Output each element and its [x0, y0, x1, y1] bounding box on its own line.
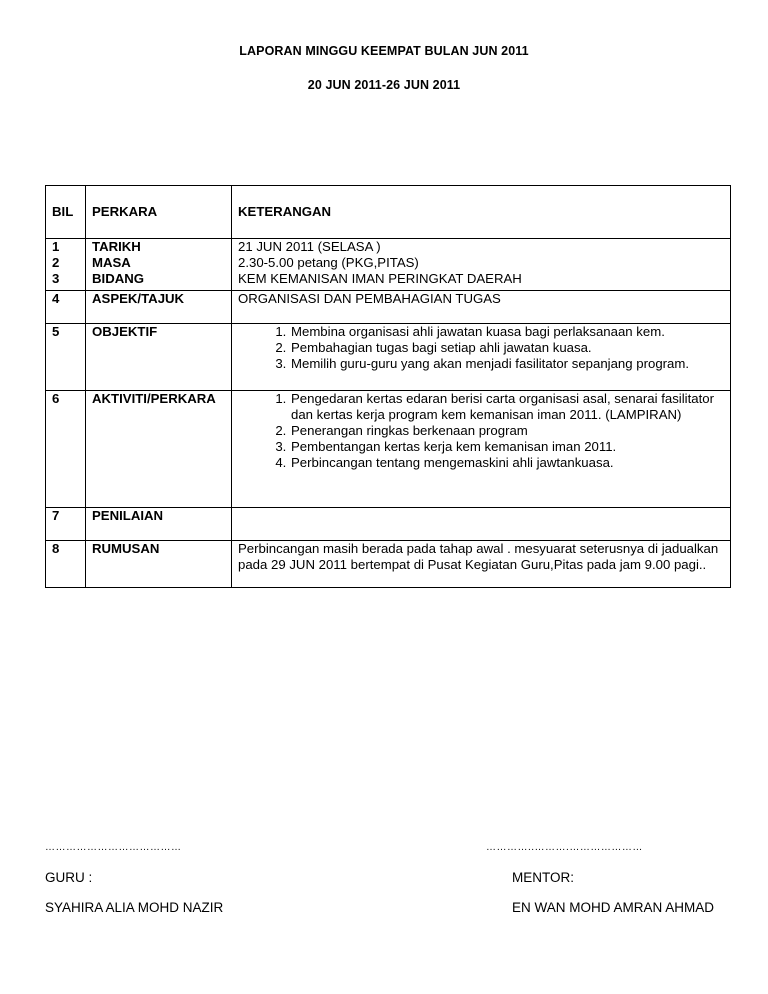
table-row	[46, 239, 731, 291]
guru-signature-line: …………………………………	[45, 842, 182, 853]
list-item: 3. Pembentangan kertas kerja kem kemanisan iman 2011.	[290, 439, 724, 455]
header-perkara: PERKARA	[86, 186, 232, 239]
list-item: 4. Perbincangan tentang mengemaskini ahli jawtankuasa.	[290, 455, 724, 471]
keterangan-cell: ORGANISASI DAN PEMBAHAGIAN TUGAS	[232, 291, 731, 324]
table-row	[46, 391, 731, 508]
list-item: 3. Memilih guru-guru yang akan menjadi fasilitator sepanjang program.	[290, 356, 724, 372]
perkara-cell	[86, 239, 232, 291]
header-bil: BIL	[46, 186, 86, 239]
bil-cell: 8	[46, 541, 86, 588]
perkara-cell: OBJEKTIF	[86, 324, 232, 391]
report-date-range: 20 JUN 2011-26 JUN 2011	[307, 78, 461, 92]
guru-name: SYAHIRA ALIA MOHD NAZIR	[45, 900, 224, 915]
list-item: 2. Penerangan ringkas berkenaan program	[290, 423, 724, 439]
perkara-cell: AKTIVITI/PERKARA	[86, 391, 232, 508]
bil-cell: 7	[46, 508, 86, 541]
table-row	[46, 324, 731, 391]
keterangan-cell: Perbincangan masih berada pada tahap awal . mesyuarat seterusnya di jadualkan pada 29 JUN 2011 bertempat di Pusat Kegiatan Guru,Pitas pada jam 9.00 pagi..	[232, 541, 731, 588]
table-row	[46, 291, 731, 324]
keterangan-bidang: KEM KEMANISAN IMAN PERINGKAT DAERAH	[238, 271, 522, 286]
mentor-name: EN WAN MOHD AMRAN AHMAD	[512, 900, 715, 915]
report-title: LAPORAN MINGGU KEEMPAT BULAN JUN 2011	[239, 44, 529, 58]
table-row	[46, 508, 731, 541]
table-header-row	[46, 186, 731, 239]
mentor-signature-line: …………..……….…………………	[486, 842, 643, 853]
keterangan-cell	[232, 391, 731, 508]
list-item: 1. Membina organisasi ahli jawatan kuasa bagi perlaksanaan kem.	[290, 324, 724, 340]
keterangan-cell	[232, 239, 731, 291]
perkara-tarikh: TARIKH	[92, 239, 141, 254]
bil-1: 1	[52, 239, 60, 254]
list-item: 1. Pengedaran kertas edaran berisi carta organisasi asal, senarai fasilitator dan kertas kerja program kem kemanisan iman 2011. (LAMPIRAN)	[290, 391, 724, 423]
keterangan-masa: 2.30-5.00 petang (PKG,PITAS)	[238, 255, 419, 270]
keterangan-tarikh: 21 JUN 2011 (SELASA )	[238, 239, 381, 254]
bil-2: 2	[52, 255, 60, 270]
bil-cell: 4	[46, 291, 86, 324]
guru-label: GURU :	[45, 870, 93, 885]
objektif-list	[238, 324, 724, 372]
table-row	[46, 541, 731, 588]
bil-cell	[46, 239, 86, 291]
perkara-cell: RUMUSAN	[86, 541, 232, 588]
list-item: 2. Pembahagian tugas bagi setiap ahli jawatan kuasa.	[290, 340, 724, 356]
perkara-cell: PENILAIAN	[86, 508, 232, 541]
keterangan-cell	[232, 324, 731, 391]
bil-3: 3	[52, 271, 60, 286]
mentor-label: MENTOR:	[512, 870, 575, 885]
aktiviti-list	[238, 391, 724, 471]
bil-cell: 6	[46, 391, 86, 508]
bil-cell: 5	[46, 324, 86, 391]
keterangan-cell	[232, 508, 731, 541]
perkara-masa: MASA	[92, 255, 131, 270]
report-table	[45, 185, 731, 588]
perkara-bidang: BIDANG	[92, 271, 145, 286]
header-keterangan: KETERANGAN	[232, 186, 731, 239]
perkara-cell: ASPEK/TAJUK	[86, 291, 232, 324]
